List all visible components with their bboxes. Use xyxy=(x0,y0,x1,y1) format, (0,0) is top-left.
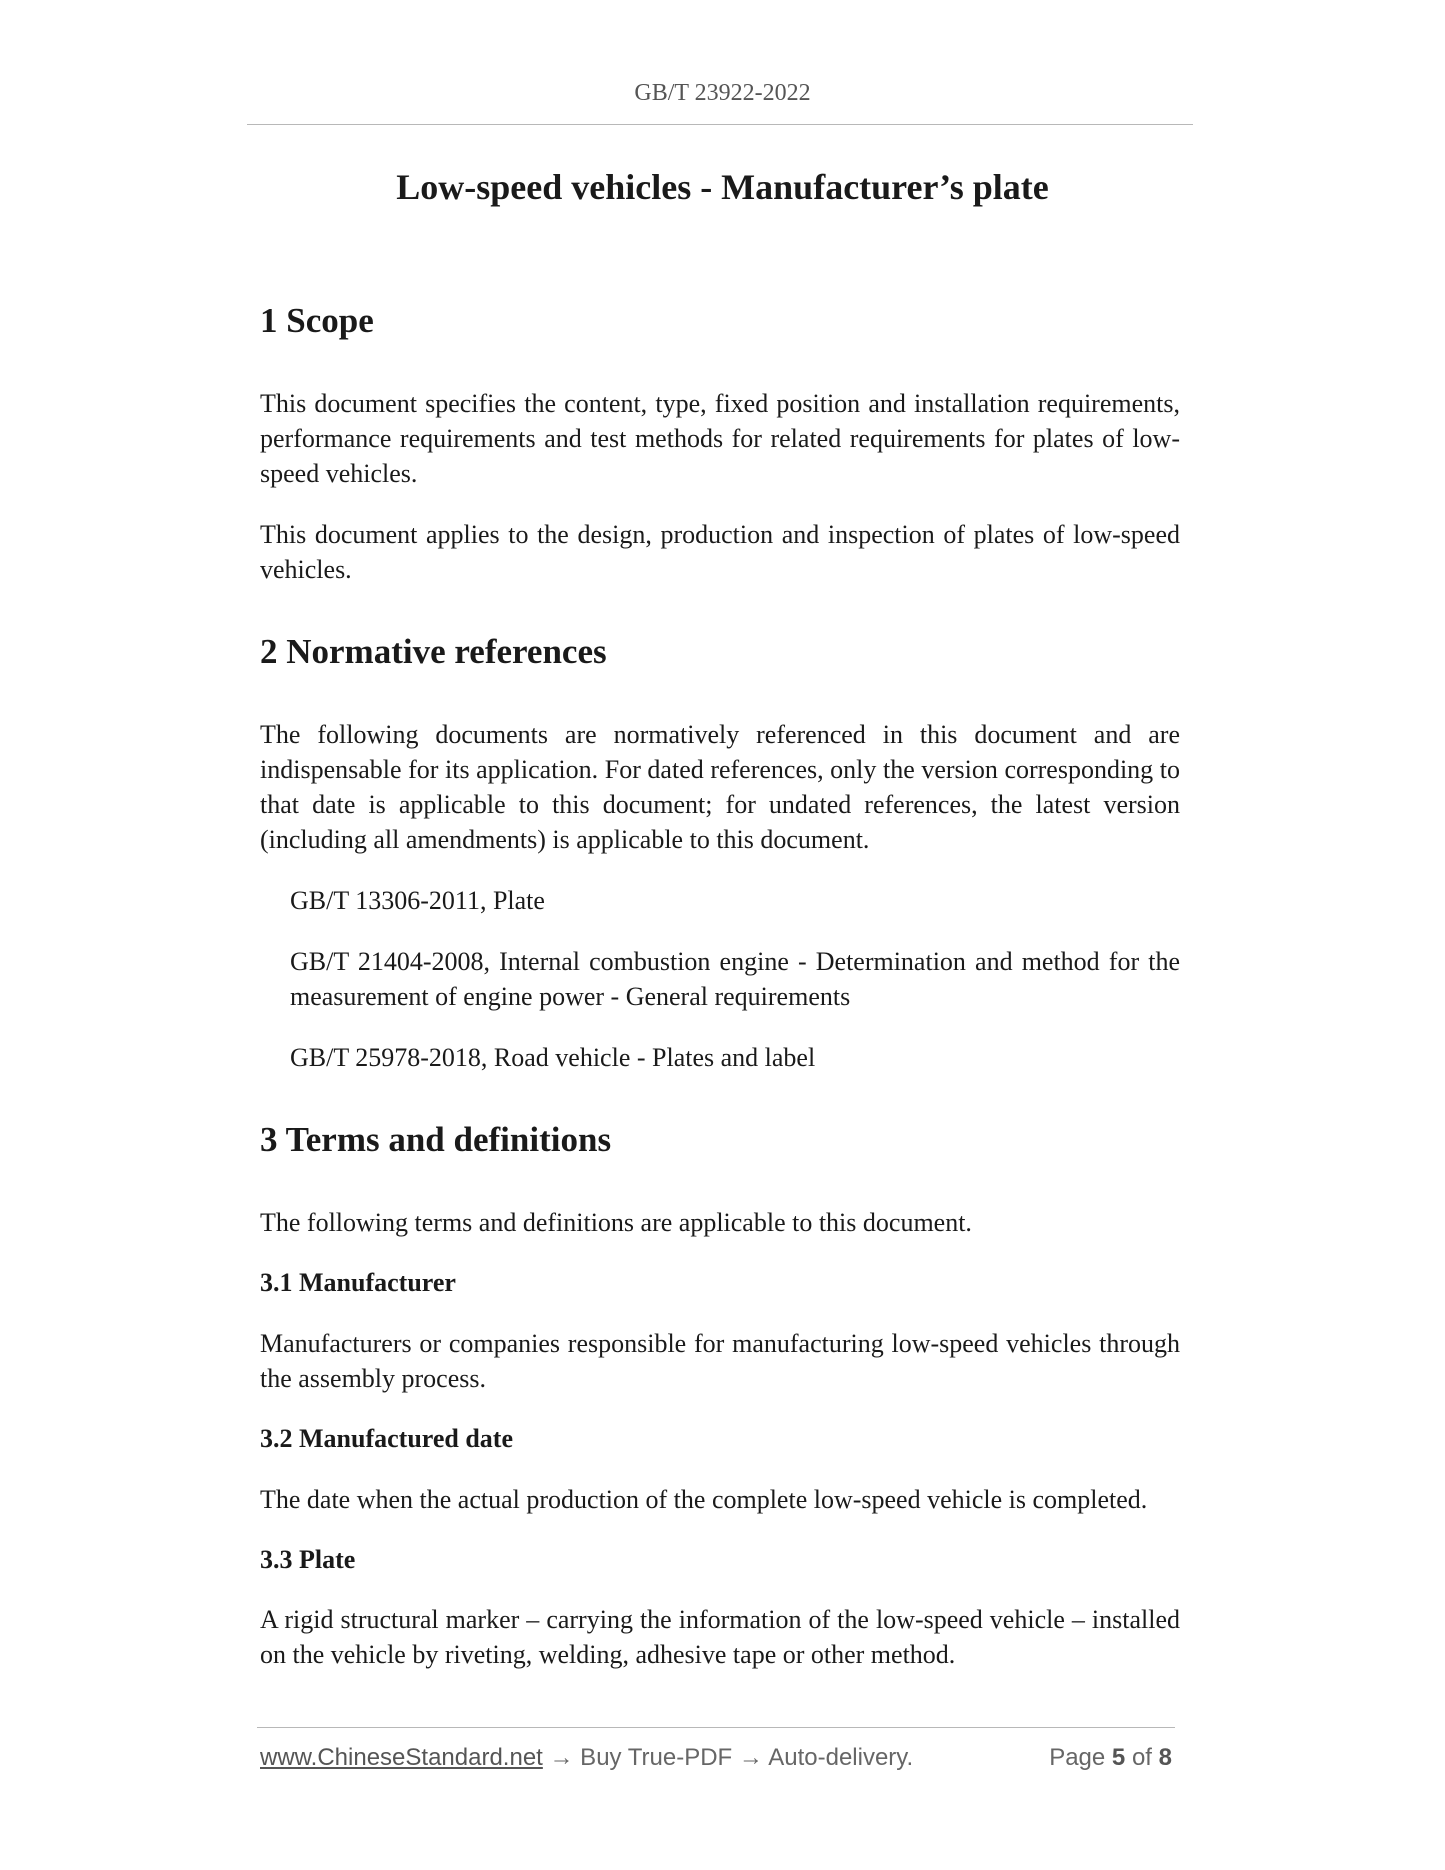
term-definition: The date when the actual production of the complete low-speed vehicle is completed. xyxy=(260,1484,1148,1514)
section-3-intro: The following terms and definitions are applicable to this document. xyxy=(260,1208,972,1237)
term-heading: 3.2 Manufactured date xyxy=(260,1423,514,1453)
document-body xyxy=(260,300,1180,1698)
header-divider xyxy=(247,124,1193,125)
reference-item: GB/T 25978-2018, Road vehicle - Plates and label xyxy=(290,1043,816,1072)
section-2-heading: 2 Normative references xyxy=(260,632,607,671)
footer-promo xyxy=(260,1744,913,1772)
section-1-paragraph: This document applies to the design, production and inspection of plates of low-speed vehicles. xyxy=(260,520,1180,584)
section-1-heading: 1 Scope xyxy=(260,301,374,340)
section-3-heading: 3 Terms and definitions xyxy=(260,1120,612,1159)
page-current: 5 xyxy=(1111,1744,1126,1771)
website-link[interactable]: www.ChineseStandard.net xyxy=(260,1744,543,1771)
buy-pdf-text: → Buy True-PDF xyxy=(542,1744,739,1771)
reference-item: GB/T 21404-2008, Internal combustion engine - Determination and method for the measurement of engine power - General requirements xyxy=(290,947,1180,1011)
reference-item: GB/T 13306-2011, Plate xyxy=(290,886,545,915)
document-title: Low-speed vehicles - Manufacturer’s plate xyxy=(396,167,1049,207)
section-1-paragraph: This document specifies the content, type, fixed position and installation requirements, performance requirements and test methods for related requirements for plates of low-speed vehicles. xyxy=(260,389,1180,488)
page-total: 8 xyxy=(1158,1744,1172,1771)
footer-divider xyxy=(257,1727,1175,1728)
auto-delivery-text: → Auto-delivery. xyxy=(738,1744,914,1771)
term-definition: Manufacturers or companies responsible for manufacturing low-speed vehicles through the assembly process. xyxy=(260,1328,1180,1393)
term-heading: 3.3 Plate xyxy=(260,1544,356,1574)
page-indicator xyxy=(1049,1744,1172,1772)
section-2-intro: The following documents are normatively referenced in this document and are indispensable for its application. For dated references, only the version corresponding to that date is applicable to this document; for undated references, the latest version (including all amendments) is applicable to this document. xyxy=(260,720,1180,854)
header-doc-number: GB/T 23922-2022 xyxy=(634,80,811,106)
term-definition: A rigid structural marker – carrying the information of the low-speed vehicle – installed on the vehicle by riveting, welding, adhesive tape or other method. xyxy=(260,1605,1180,1670)
term-heading: 3.1 Manufacturer xyxy=(260,1268,456,1297)
page-label: Page xyxy=(1049,1744,1106,1771)
of-label: of xyxy=(1131,1744,1152,1771)
